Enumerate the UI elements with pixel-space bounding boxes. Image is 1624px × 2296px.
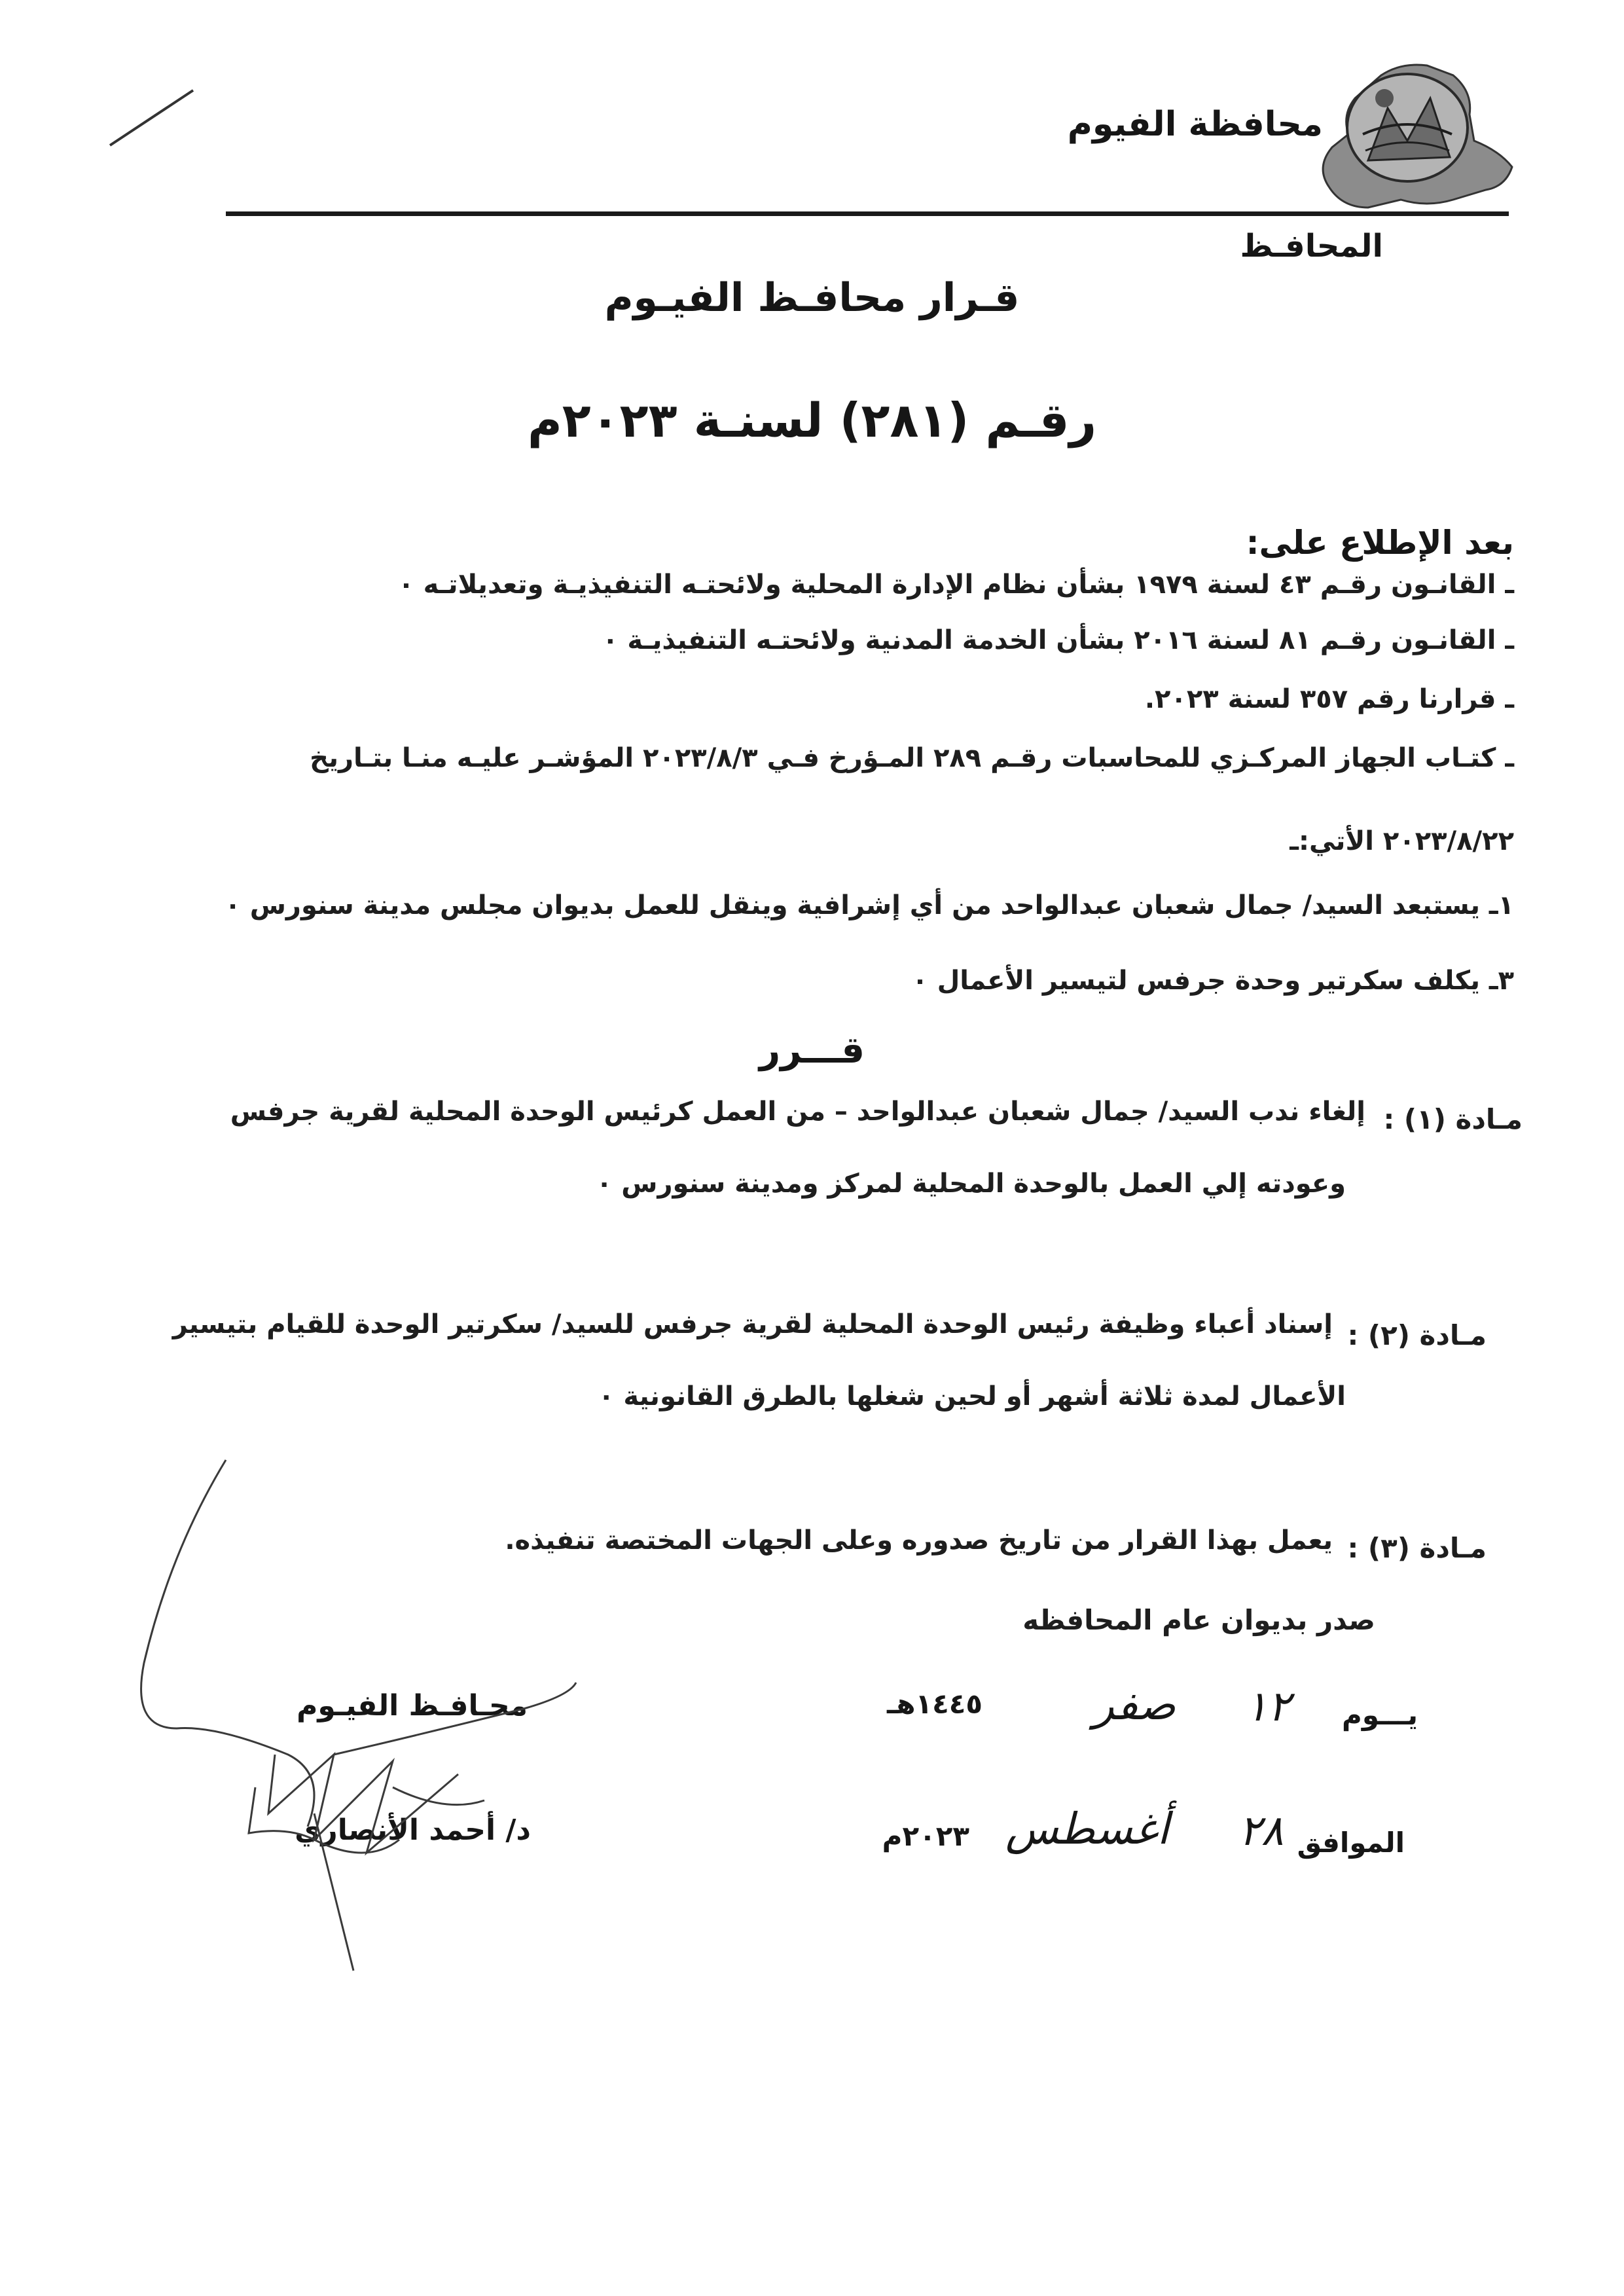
gregorian-year: ٢٠٢٣م <box>882 1820 969 1852</box>
preamble-line: ١ـ يستبعد السيد/ جمال شعبان عبدالواحد من أي إشرافية وينقل للعمل بديوان مجلس مدينة سنورس ٠ <box>225 890 1514 920</box>
hijri-year: ١٤٤٥هـ <box>886 1688 983 1720</box>
date-day-label: يـــوم <box>1342 1699 1418 1731</box>
decides-heading: قـــرر <box>759 1029 865 1072</box>
handwritten-gregorian-day: ٢٨ <box>1238 1807 1284 1855</box>
article-text: إلغاء ندب السيد/ جمال شعبان عبدالواحد – من العمل كرئيس الوحدة المحلية لقرية جرفس <box>230 1097 1365 1127</box>
preamble-line: ٢٠٢٣/٨/٢٢ الأتي:ـ <box>1290 826 1514 856</box>
handwritten-gregorian-month: أغسطس <box>1005 1804 1169 1854</box>
scan-mark <box>105 85 209 151</box>
decision-title: قـرار محافـظ الفيـوم <box>604 275 1020 321</box>
preamble-line: ـ القانـون رقـم ٨١ لسنة ٢٠١٦ بشأن الخدمة المدنية ولائحتـه التنفيذيـة ٠ <box>602 625 1514 655</box>
preamble-line: ـ كتـاب الجهاز المركـزي للمحاسبات رقـم ٢٨٩ المـؤرخ فـي ٢٠٢٣/٨/٣ المؤشـر عليـه منـا بتـاريخ <box>310 743 1514 773</box>
preamble-line: ـ قرارنا رقم ٣٥٧ لسنة ٢٠٢٣. <box>1144 684 1514 714</box>
signatory-name: د/ أحمد الأنصاري <box>295 1813 531 1847</box>
handwritten-hijri-month: صفر <box>1093 1679 1176 1730</box>
decision-number: رقـم (٢٨١) لسنـة ٢٠٢٣م <box>527 393 1097 448</box>
issuing-office: المحافـظ <box>1240 228 1383 264</box>
article-text: الأعمال لمدة ثلاثة أشهر أو لحين شغلها بالطرق القانونية ٠ <box>598 1381 1346 1412</box>
article-label: مـادة (١) : <box>1383 1103 1523 1135</box>
governorate-seal-icon <box>1303 36 1519 219</box>
handwritten-hijri-day: ١٢ <box>1245 1683 1290 1731</box>
article-label: مـادة (٣) : <box>1347 1532 1487 1564</box>
article-text: إسناد أعباء وظيفة رئيس الوحدة المحلية لقرية جرفس للسيد/ سكرتير الوحدة للقيام بتيسير <box>172 1309 1333 1339</box>
date-gregorian-label: الموافق <box>1297 1827 1405 1859</box>
article-text: يعمل بهذا القرار من تاريخ صدوره وعلى الجهات المختصة تنفيذه. <box>505 1525 1333 1556</box>
header-divider <box>226 211 1509 216</box>
article-label: مـادة (٢) : <box>1347 1319 1487 1351</box>
signature-scribble <box>118 1447 589 1984</box>
preamble-line: ـ القانـون رقـم ٤٣ لسنة ١٩٧٩ بشأن نظام الإدارة المحلية ولائحتـه التنفيذيـة وتعديلاتـه ٠ <box>398 570 1514 600</box>
governorate-name: محافظة الفيوم <box>1067 105 1323 144</box>
article-text: وعودته إلي العمل بالوحدة المحلية لمركز ومدينة سنورس ٠ <box>596 1169 1346 1199</box>
preamble-heading: بعد الإطلاع على: <box>1246 524 1514 562</box>
issued-place: صدر بديوان عام المحافظه <box>1022 1604 1375 1636</box>
signatory-title: محـافـظ الفيـوم <box>297 1689 528 1722</box>
preamble-line: ٣ـ يكلف سكرتير وحدة جرفس لتيسير الأعمال ٠ <box>912 966 1514 996</box>
